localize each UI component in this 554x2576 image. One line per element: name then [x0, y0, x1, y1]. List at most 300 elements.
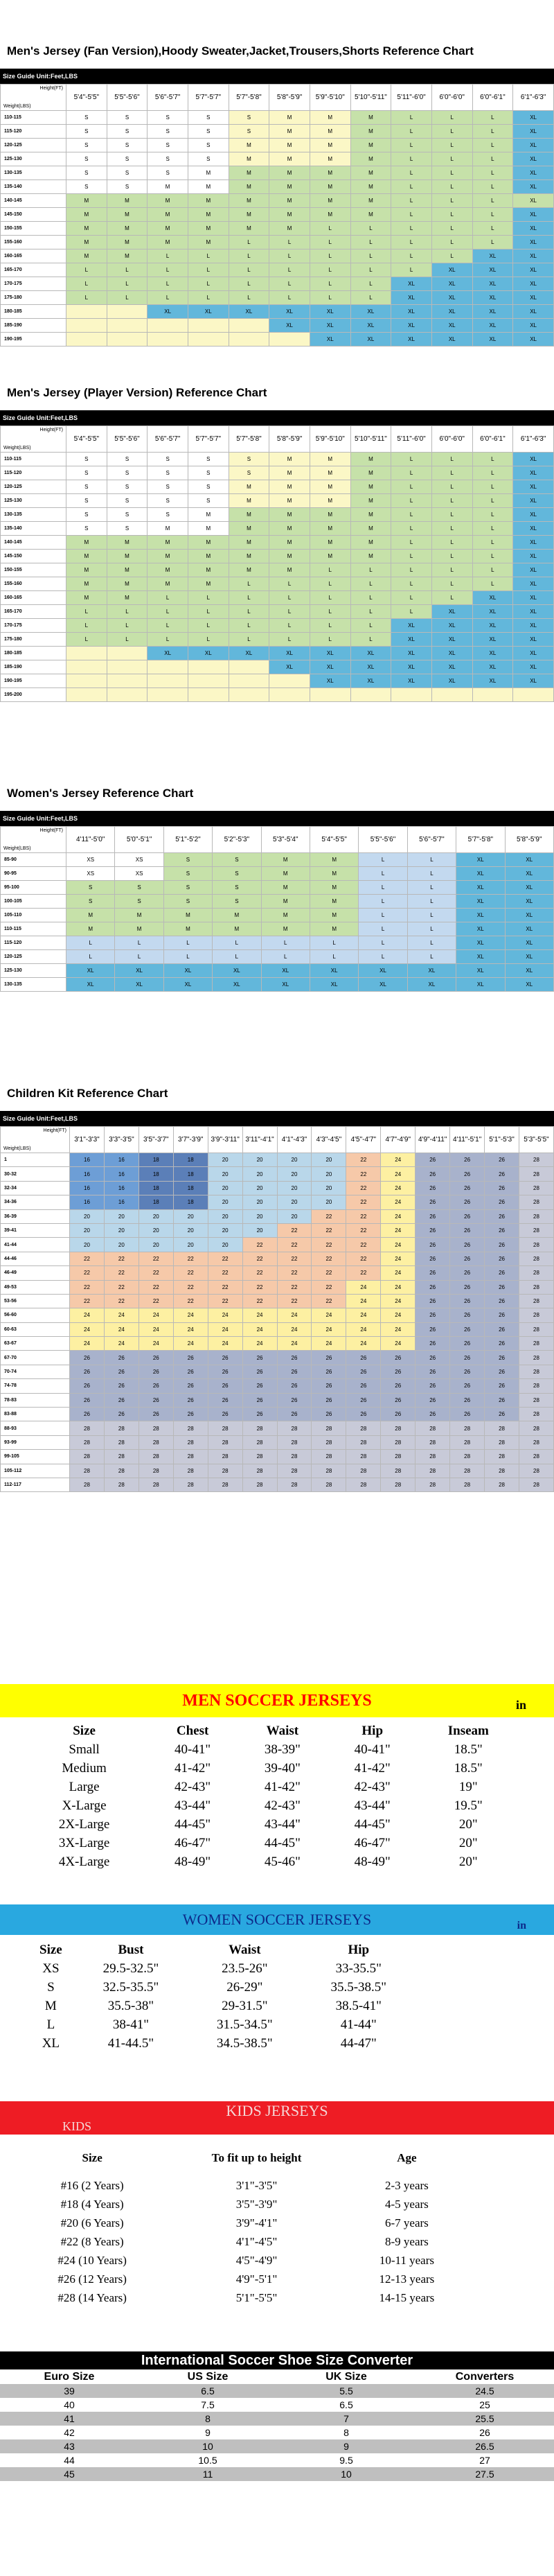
- size-cell: L: [391, 194, 432, 208]
- weight-label: 160-165: [1, 249, 66, 263]
- size-cell: 28: [519, 1365, 553, 1378]
- size-cell: XL: [513, 249, 554, 263]
- column-header: Size: [82, 2151, 102, 2164]
- size-cell: M: [261, 853, 310, 867]
- size-cell: XL: [391, 633, 432, 647]
- size-cell: M: [350, 180, 391, 194]
- size-cell: XL: [472, 660, 513, 674]
- size-cell: XL: [513, 577, 554, 591]
- size-cell: M: [66, 208, 107, 222]
- height-header: 5'1"-5'2": [163, 827, 212, 853]
- size-cell: 24: [277, 1322, 312, 1336]
- table-cell: 4'5"-4'9": [235, 2253, 278, 2267]
- size-cell: L: [472, 577, 513, 591]
- size-cell: 24: [104, 1322, 138, 1336]
- size-cell: L: [407, 922, 456, 936]
- size-cell: XL: [513, 319, 554, 333]
- size-cell: 26: [70, 1365, 105, 1378]
- size-cell: XL: [407, 964, 456, 978]
- size-cell: 24: [104, 1308, 138, 1322]
- height-header: 5'6"-5'7": [407, 827, 456, 853]
- table-row: [1, 1478, 554, 1491]
- size-cell: L: [391, 166, 432, 180]
- size-cell: 24: [173, 1308, 208, 1322]
- size-cell: 20: [104, 1238, 138, 1252]
- table-cell: 44-47": [340, 2035, 377, 2051]
- size-cell: 26: [416, 1351, 450, 1365]
- height-header: 4'7"-4'9": [381, 1127, 416, 1153]
- weight-label: 140-145: [1, 536, 66, 550]
- table-cell: M: [44, 1998, 57, 2013]
- size-cell: 20: [277, 1195, 312, 1209]
- size-cell: L: [350, 263, 391, 277]
- table-cell: X-Large: [62, 1798, 107, 1813]
- height-header: 5'7"-5'8": [229, 426, 269, 453]
- height-header: 5'6"-5'7": [148, 426, 188, 453]
- size-cell: 20: [277, 1167, 312, 1181]
- size-cell: 26: [381, 1379, 416, 1393]
- size-cell: XL: [505, 895, 553, 909]
- size-cell: XL: [513, 277, 554, 291]
- size-cell: L: [407, 950, 456, 964]
- size-cell: 26: [450, 1153, 485, 1167]
- size-cell: 18: [138, 1167, 173, 1181]
- size-cell: 20: [138, 1209, 173, 1223]
- table-row: [1, 619, 554, 633]
- size-cell: 20: [242, 1209, 277, 1223]
- size-cell: 26: [450, 1322, 485, 1336]
- size-cell: L: [472, 480, 513, 494]
- table-cell: 40-41": [354, 1742, 391, 1757]
- weight-label: 155-160: [1, 577, 66, 591]
- weight-label: 83-88: [1, 1408, 70, 1421]
- size-cell: 26: [70, 1393, 105, 1407]
- table-cell: 5'1"-5'5": [235, 2290, 278, 2304]
- size-cell: XL: [431, 319, 472, 333]
- size-cell: L: [431, 249, 472, 263]
- size-cell: 28: [519, 1195, 553, 1209]
- size-cell: L: [472, 236, 513, 249]
- table-row: [21, 1740, 519, 1759]
- corner-cell: [1, 827, 66, 853]
- size-cell: 16: [104, 1195, 138, 1209]
- size-cell: 26: [485, 1280, 519, 1294]
- height-header: 3'3"-3'5": [104, 1127, 138, 1153]
- size-cell: L: [261, 936, 310, 950]
- weight-label: 110-115: [1, 111, 66, 125]
- table-row: [1, 111, 554, 125]
- size-cell: 24: [104, 1337, 138, 1351]
- size-cell: S: [188, 139, 229, 152]
- column-header: Euro Size: [0, 2369, 138, 2384]
- size-cell: 26: [450, 1351, 485, 1365]
- size-cell: 28: [450, 1435, 485, 1449]
- size-cell: M: [269, 180, 310, 194]
- size-cell: 24: [346, 1294, 381, 1308]
- height-header: 5'4"-5'5": [310, 827, 358, 853]
- size-cell: L: [391, 111, 432, 125]
- table-cell: 26: [416, 2426, 554, 2439]
- size-cell: L: [472, 180, 513, 194]
- weight-label: 120-125: [1, 480, 66, 494]
- column-header: US Size: [138, 2369, 277, 2384]
- size-cell: XL: [431, 660, 472, 674]
- size-cell: 22: [104, 1252, 138, 1265]
- weight-label: 56-60: [1, 1308, 70, 1322]
- weight-label: 67-70: [1, 1351, 70, 1365]
- size-cell: L: [472, 222, 513, 236]
- size-cell: 22: [70, 1280, 105, 1294]
- size-cell: [148, 319, 188, 333]
- size-cell: L: [472, 494, 513, 508]
- size-cell: L: [115, 936, 163, 950]
- size-cell: 22: [138, 1294, 173, 1308]
- size-cell: 26: [485, 1266, 519, 1280]
- corner-cell: [1, 426, 66, 453]
- size-cell: 24: [277, 1337, 312, 1351]
- size-cell: 26: [242, 1393, 277, 1407]
- size-cell: L: [431, 563, 472, 577]
- weight-label: 30-32: [1, 1167, 70, 1181]
- size-cell: L: [472, 139, 513, 152]
- table-row: [21, 2270, 464, 2288]
- table-cell: 38.5-41": [335, 1998, 382, 2013]
- size-cell: XL: [310, 305, 350, 319]
- size-cell: XL: [391, 305, 432, 319]
- size-cell: S: [107, 152, 148, 166]
- size-cell: 28: [208, 1464, 242, 1478]
- weight-label: 112-117: [1, 1478, 70, 1491]
- table-cell: #18 (4 Years): [60, 2197, 124, 2211]
- size-cell: 24: [70, 1337, 105, 1351]
- size-cell: M: [188, 180, 229, 194]
- size-cell: 22: [70, 1294, 105, 1308]
- size-cell: L: [229, 577, 269, 591]
- table-row: [1, 660, 554, 674]
- size-cell: L: [350, 605, 391, 619]
- size-cell: M: [188, 208, 229, 222]
- size-cell: 28: [416, 1435, 450, 1449]
- weight-label: 63-67: [1, 1337, 70, 1351]
- weight-label: 165-170: [1, 263, 66, 277]
- size-cell: L: [229, 591, 269, 605]
- size-cell: L: [269, 591, 310, 605]
- height-header: 5'3"-5'5": [519, 1127, 553, 1153]
- size-cell: M: [350, 166, 391, 180]
- size-cell: XL: [391, 660, 432, 674]
- size-cell: XL: [472, 305, 513, 319]
- size-cell: L: [188, 291, 229, 305]
- size-cell: 24: [346, 1308, 381, 1322]
- height-header: 6'0"-6'1": [472, 85, 513, 111]
- size-cell: M: [269, 550, 310, 563]
- corner-cell: [1, 1127, 70, 1153]
- height-header: 5'10"-5'11": [350, 85, 391, 111]
- size-cell: XL: [115, 964, 163, 978]
- size-cell: 22: [173, 1252, 208, 1265]
- size-cell: L: [66, 619, 107, 633]
- size-cell: 26: [416, 1209, 450, 1223]
- size-cell: L: [163, 950, 212, 964]
- table-row: [1, 125, 554, 139]
- size-cell: 26: [450, 1252, 485, 1265]
- size-cell: M: [107, 577, 148, 591]
- size-cell: L: [359, 936, 407, 950]
- size-cell: L: [407, 936, 456, 950]
- size-cell: L: [391, 249, 432, 263]
- table-cell: 11: [138, 2467, 277, 2481]
- size-cell: [66, 674, 107, 688]
- size-cell: L: [107, 277, 148, 291]
- size-cell: M: [310, 194, 350, 208]
- size-cell: 24: [208, 1308, 242, 1322]
- weight-label: 115-120: [1, 125, 66, 139]
- size-cell: XL: [66, 964, 115, 978]
- size-cell: L: [229, 633, 269, 647]
- size-cell: XS: [115, 853, 163, 867]
- size-cell: S: [148, 125, 188, 139]
- size-cell: M: [310, 480, 350, 494]
- size-cell: M: [350, 494, 391, 508]
- size-cell: M: [350, 522, 391, 536]
- weight-label: 180-185: [1, 647, 66, 660]
- weight-label: 190-195: [1, 333, 66, 347]
- corner-height-label: Height(FT): [39, 428, 63, 432]
- table-cell: Small: [69, 1742, 100, 1757]
- size-cell: M: [310, 494, 350, 508]
- corner-height-label: Height(FT): [39, 828, 63, 833]
- size-cell: L: [431, 194, 472, 208]
- size-cell: L: [391, 453, 432, 466]
- size-cell: L: [472, 208, 513, 222]
- size-cell: XL: [359, 978, 407, 992]
- size-cell: M: [310, 881, 358, 895]
- size-cell: 26: [173, 1351, 208, 1365]
- size-cell: M: [269, 508, 310, 522]
- weight-label: 105-110: [1, 909, 66, 922]
- size-cell: 26: [416, 1322, 450, 1336]
- size-cell: 26: [416, 1266, 450, 1280]
- column-header: Inseam: [447, 1723, 489, 1738]
- table-row: [1, 950, 554, 964]
- size-cell: [391, 688, 432, 702]
- size-cell: XL: [213, 964, 261, 978]
- size-cell: M: [107, 208, 148, 222]
- size-cell: 28: [416, 1450, 450, 1464]
- weight-label: 125-130: [1, 494, 66, 508]
- size-cell: XL: [513, 550, 554, 563]
- size-cell: [229, 674, 269, 688]
- size-cell: 28: [519, 1393, 553, 1407]
- size-cell: M: [188, 536, 229, 550]
- size-cell: M: [350, 508, 391, 522]
- size-cell: 26: [450, 1266, 485, 1280]
- table-row: [1, 208, 554, 222]
- size-cell: L: [310, 277, 350, 291]
- table-row: [1, 922, 554, 936]
- size-cell: 28: [416, 1421, 450, 1435]
- size-cell: L: [391, 536, 432, 550]
- size-cell: L: [148, 277, 188, 291]
- table-cell: 10-11 years: [379, 2253, 434, 2267]
- size-cell: S: [66, 508, 107, 522]
- table-cell: 3'5"-3'9": [235, 2197, 278, 2211]
- size-cell: XL: [513, 166, 554, 180]
- size-cell: 28: [450, 1478, 485, 1491]
- size-cell: 22: [70, 1266, 105, 1280]
- size-cell: 24: [381, 1308, 416, 1322]
- size-cell: L: [391, 480, 432, 494]
- size-cell: M: [107, 591, 148, 605]
- size-cell: S: [66, 895, 115, 909]
- height-header: 6'1"-6'3": [513, 85, 554, 111]
- size-cell: 26: [104, 1393, 138, 1407]
- height-header: 6'1"-6'3": [513, 426, 554, 453]
- size-cell: 28: [381, 1421, 416, 1435]
- size-cell: M: [213, 909, 261, 922]
- size-cell: M: [163, 909, 212, 922]
- size-cell: 20: [312, 1195, 346, 1209]
- size-cell: L: [350, 236, 391, 249]
- size-cell: 28: [485, 1478, 519, 1491]
- size-cell: M: [229, 208, 269, 222]
- size-cell: 28: [346, 1435, 381, 1449]
- size-cell: XL: [407, 978, 456, 992]
- size-cell: M: [148, 236, 188, 249]
- size-cell: M: [163, 922, 212, 936]
- size-cell: XL: [472, 277, 513, 291]
- size-cell: L: [148, 591, 188, 605]
- size-cell: 26: [346, 1365, 381, 1378]
- size-cell: XL: [472, 647, 513, 660]
- size-cell: M: [148, 180, 188, 194]
- size-cell: 20: [70, 1238, 105, 1252]
- size-cell: XL: [513, 633, 554, 647]
- size-cell: S: [163, 853, 212, 867]
- size-cell: 26: [485, 1408, 519, 1421]
- men-soccer-unit: in: [515, 1698, 526, 1712]
- size-cell: L: [269, 633, 310, 647]
- table-cell: 19": [458, 1779, 478, 1794]
- size-cell: 22: [277, 1266, 312, 1280]
- size-cell: 22: [312, 1252, 346, 1265]
- size-cell: M: [148, 563, 188, 577]
- size-cell: 24: [138, 1337, 173, 1351]
- size-cell: 26: [416, 1181, 450, 1195]
- size-cell: 26: [485, 1209, 519, 1223]
- size-cell: 18: [173, 1195, 208, 1209]
- height-header: 3'7"-3'9": [173, 1127, 208, 1153]
- size-cell: XL: [513, 563, 554, 577]
- table-row: [1, 522, 554, 536]
- table-row: [1, 1294, 554, 1308]
- table-cell: 41-44.5": [107, 2035, 154, 2051]
- table-cell: 43-44": [175, 1798, 211, 1813]
- table-row: [21, 2195, 464, 2214]
- size-cell: S: [66, 166, 107, 180]
- size-cell: 20: [277, 1153, 312, 1167]
- size-cell: 28: [519, 1450, 553, 1464]
- weight-label: 36-39: [1, 1209, 70, 1223]
- size-cell: 26: [208, 1379, 242, 1393]
- size-cell: 28: [208, 1478, 242, 1491]
- size-cell: 24: [381, 1322, 416, 1336]
- size-cell: 26: [242, 1365, 277, 1378]
- table-cell: 18.5": [454, 1760, 483, 1776]
- table-row: [28, 2034, 416, 2053]
- size-cell: S: [188, 111, 229, 125]
- size-cell: 24: [173, 1322, 208, 1336]
- size-cell: L: [148, 619, 188, 633]
- table-cell: XS: [42, 1961, 60, 1976]
- size-cell: [229, 688, 269, 702]
- size-cell: 26: [381, 1365, 416, 1378]
- corner-height-label: Height(FT): [39, 86, 63, 91]
- table-cell: XL: [42, 2035, 60, 2051]
- size-cell: S: [66, 494, 107, 508]
- height-header: 5'0"-5'1": [115, 827, 163, 853]
- column-header: Age: [397, 2151, 417, 2164]
- size-cell: 26: [173, 1393, 208, 1407]
- table-row: [1, 277, 554, 291]
- table-cell: 18.5": [454, 1742, 483, 1757]
- size-cell: 22: [104, 1294, 138, 1308]
- table-cell: L: [46, 2017, 55, 2032]
- size-cell: L: [229, 619, 269, 633]
- size-cell: M: [310, 180, 350, 194]
- weight-label: 180-185: [1, 305, 66, 319]
- table-row: [1, 1322, 554, 1336]
- size-cell: 24: [381, 1337, 416, 1351]
- size-cell: 26: [485, 1379, 519, 1393]
- size-cell: XL: [513, 591, 554, 605]
- size-cell: L: [148, 633, 188, 647]
- size-cell: XL: [513, 619, 554, 633]
- height-header: 5'5"-5'6": [359, 827, 407, 853]
- weight-label: 95-100: [1, 881, 66, 895]
- table-cell: 48-49": [354, 1854, 391, 1869]
- size-cell: 26: [208, 1408, 242, 1421]
- size-cell: L: [431, 236, 472, 249]
- men-player-size-table: [0, 426, 554, 702]
- size-cell: XL: [431, 633, 472, 647]
- size-cell: XL: [391, 291, 432, 305]
- size-cell: XL: [513, 236, 554, 249]
- size-cell: [472, 688, 513, 702]
- size-cell: XL: [261, 964, 310, 978]
- size-cell: 26: [485, 1223, 519, 1237]
- size-cell: [188, 660, 229, 674]
- size-cell: 28: [519, 1280, 553, 1294]
- size-cell: L: [391, 125, 432, 139]
- size-cell: M: [269, 536, 310, 550]
- column-header: Size: [73, 1723, 96, 1738]
- table-cell: 2X-Large: [58, 1816, 110, 1832]
- size-cell: [148, 688, 188, 702]
- table-cell: 3X-Large: [58, 1835, 110, 1850]
- size-cell: 28: [138, 1450, 173, 1464]
- size-cell: XL: [513, 536, 554, 550]
- size-cell: M: [310, 922, 358, 936]
- table-cell: 8: [138, 2412, 277, 2426]
- size-cell: 22: [346, 1238, 381, 1252]
- size-cell: 22: [277, 1294, 312, 1308]
- column-header: To fit up to height: [211, 2151, 302, 2164]
- size-cell: 20: [312, 1167, 346, 1181]
- size-cell: M: [229, 222, 269, 236]
- size-cell: 26: [138, 1351, 173, 1365]
- size-cell: XL: [391, 319, 432, 333]
